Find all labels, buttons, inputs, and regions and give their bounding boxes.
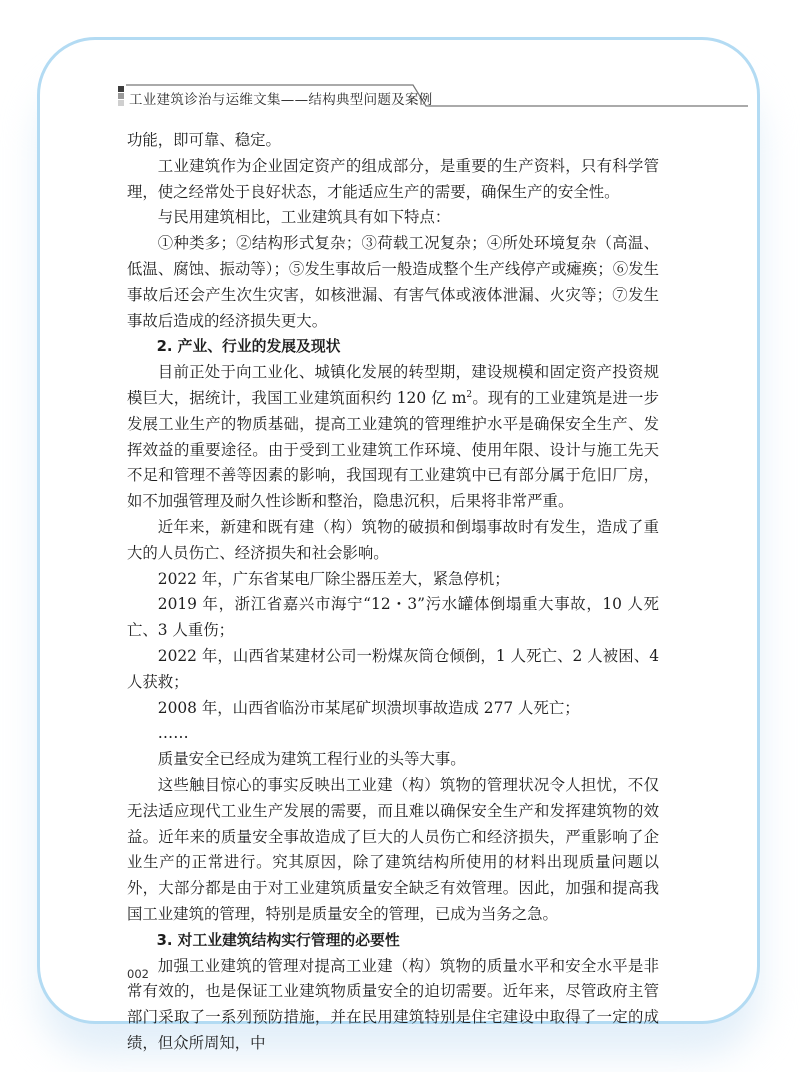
header-squares-icon bbox=[118, 86, 124, 107]
paragraph: 2022 年，广东省某电厂除尘器压差大，紧急停机； bbox=[157, 569, 510, 588]
running-header-title: 工业建筑诊治与运维文集——结构典型问题及案例 bbox=[129, 92, 433, 108]
page-number: 002 bbox=[127, 967, 149, 981]
section-heading: 3. 对工业建筑结构实行管理的必要性 bbox=[156, 931, 400, 949]
paragraph: 这些触目惊心的事实反映出工业建（构）筑物的管理状况令人担忧，不仅无法适应现代工业生产发展的需要，而且难以确保安全生产和发挥建筑物的效益。近年来的质量安全事故造成了巨大的人员伤亡和经济损失，严重影响了企业生产的正常进行。究其原因，除了建筑结构所使用的材料出现质量问题以外，大部分都是由于对工业建筑质量安全缺乏有效管理。因此，加强和提高我国工业建筑的管理，特别是质量安全的管理，已成为当务之急。 bbox=[127, 775, 659, 923]
paragraph: 2022 年，山西省某建材公司一粉煤灰筒仓倾倒，1 人死亡、2 人被困、4 人获救； bbox=[127, 646, 659, 691]
paragraph: 近年来，新建和既有建（构）筑物的破损和倒塌事故时有发生，造成了重大的人员伤亡、经济损失和社会影响。 bbox=[127, 517, 659, 562]
running-header bbox=[118, 84, 748, 108]
paragraph: …… bbox=[157, 724, 189, 743]
superscript: 2 bbox=[466, 389, 473, 400]
paragraph-text: 。现有的工业建筑是进一步发展工业生产的物质基础，提高工业建筑的管理维护水平是确保安全生产、发挥效益的重要途径。由于受到工业建筑工作环境、使用年限、设计与施工先天不足和管理不善等因素的影响，我国现有工业建筑中已有部分属于危旧厂房，如不加强管理及耐久性诊断和整治，隐患沉积，后果将非常严重。 bbox=[127, 388, 659, 511]
paragraph: 质量安全已经成为建筑工程行业的头等大事。 bbox=[157, 750, 466, 769]
paragraph: 功能，即可靠、稳定。 bbox=[127, 131, 281, 149]
paragraph: 2008 年，山西省临汾市某尾矿坝溃坝事故造成 277 人死亡； bbox=[157, 698, 580, 717]
paragraph: 2019 年，浙江省嘉兴市海宁“12・3”污水罐体倒塌重大事故，10 人死亡、3 人重伤； bbox=[127, 595, 659, 640]
paragraph: 加强工业建筑的管理对提高工业建（构）筑物的质量水平和安全水平是非常有效的，也是保证工业建筑物质量安全的迫切需要。近年来，尽管政府主管部门采取了一系列预防措施，并在民用建筑特别是住宅建设中取得了一定的成绩，但众所周知，中 bbox=[127, 956, 659, 1052]
paragraph-text: 目前正处于向工业化、城镇化发展的转型期，建设规模和固定资产投资规模巨大，据统计，我国工业建筑面积约 120 亿 m bbox=[127, 363, 659, 407]
paragraph: 与民用建筑相比，工业建筑具有如下特点： bbox=[157, 208, 451, 227]
paragraph bbox=[127, 360, 659, 515]
body-text bbox=[127, 128, 659, 1057]
section-heading: 2. 产业、行业的发展及现状 bbox=[156, 338, 341, 356]
paragraph: 工业建筑作为企业固定资产的组成部分，是重要的生产资料，只有科学管理，使之经常处于良好状态，才能适应生产的需要，确保生产的安全性。 bbox=[127, 156, 659, 201]
paragraph: ①种类多；②结构形式复杂；③荷载工况复杂；④所处环境复杂（高温、低温、腐蚀、振动等）；⑤发生事故后一般造成整个生产线停产或瘫痪；⑥发生事故后还会产生次生灾害，如核泄漏、有害气体或液体泄漏、火灾等；⑦发生事故后造成的经济损失更大。 bbox=[127, 234, 659, 330]
